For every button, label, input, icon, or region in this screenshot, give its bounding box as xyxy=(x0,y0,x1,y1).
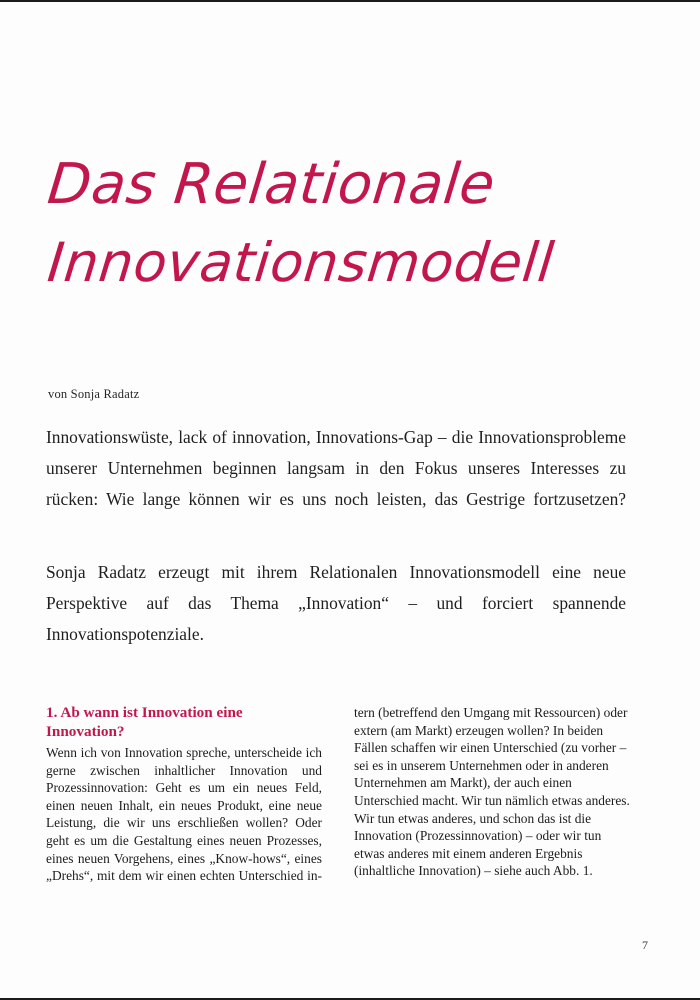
body-column-right xyxy=(354,704,630,898)
lead-paragraph-2: Sonja Radatz erzeugt mit ihrem Relationalen Innovationsmodell eine neue Perspektive auf das Thema „Innovation“ – und forciert spannende Innovationspotenziale. xyxy=(46,562,626,644)
article-title-line-2: Innovationsmodell xyxy=(44,231,558,294)
page-number: 7 xyxy=(642,938,648,952)
article-title-line-1: Das Relationale xyxy=(44,152,499,217)
body-text-right: tern (betreffend den Umgang mit Ressourcen) oder extern (am Markt) erzeugen wollen? In beiden Fällen schaffen wir einen Unterschied (zu vorher – sei es in unserem Unternehmen oder in anderen Unternehmen am Markt), der auch einen Unterschied macht. Wir tun nämlich etwas anderes. Wir tun etwas anderes, und schon das ist die Innovation (Prozessinnovation) – oder wir tun etwas anderes mit einem anderen Ergebnis (inhaltliche Innovation) – siehe auch Abb. 1. xyxy=(354,705,630,879)
section-heading: 1. Ab wann ist Innovation eine Innovation? xyxy=(46,704,243,740)
body-column-left xyxy=(46,704,322,902)
body-columns xyxy=(46,704,630,904)
article-title xyxy=(44,148,648,300)
body-text-left: Wenn ich von Innovation spreche, unterscheide ich gerne zwischen inhaltlicher Innovation und Prozessinnovation: Geht es um ein neues Feld, einen neuen Inhalt, ein neues Produkt, eine neue Leistung, die wir uns erschließen wollen? Oder geht es um die Gestaltung eines neuen Prozesses, eines neuen Vorgehens, eines „Know-hows“, eines „Drehs“, mit dem wir einen echten Unterschied in- xyxy=(46,745,322,884)
author-byline: von Sonja Radatz xyxy=(48,387,140,401)
lead-paragraph-1: Innovationswüste, lack of innovation, Innovations-Gap – die Innovationsprobleme unserer Unternehmen beginnen langsam in den Fokus unseres Interesses zu rücken: Wie lange können wir es uns noch leisten, das Gestrige fortzusetzen? xyxy=(46,427,626,509)
